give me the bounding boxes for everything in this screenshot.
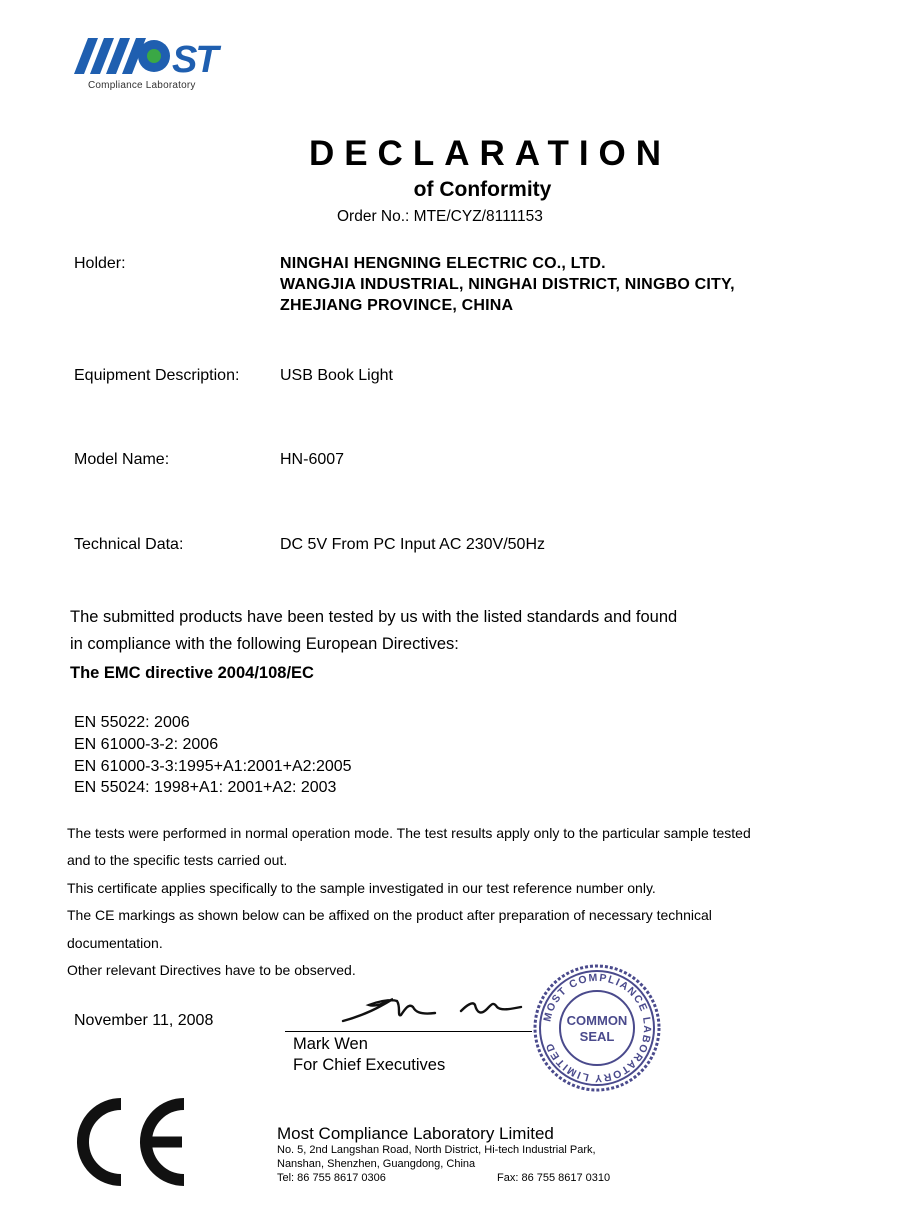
- note-line: documentation.: [67, 935, 163, 951]
- standard-item: EN 61000-3-2: 2006: [74, 736, 219, 753]
- statement-line: The submitted products have been tested by us with the listed standards and found: [70, 608, 678, 626]
- document-subtitle: of Conformity: [413, 178, 552, 201]
- document-title: DECLARATION: [308, 134, 672, 173]
- note-line: and to the specific tests carried out.: [67, 852, 288, 868]
- svg-text:MOST COMPLIANCE LABORATORY LIM: MOST COMPLIANCE LABORATORY LIMITED: [541, 971, 654, 1085]
- note-line: The tests were performed in normal operation mode. The test results apply only to the particular sample tested: [67, 825, 751, 841]
- footer-address: No. 5, 2nd Langshan Road, North District, Hi-tech Industrial Park,: [277, 1144, 596, 1156]
- footer-company: Most Compliance Laboratory Limited: [277, 1124, 554, 1143]
- standard-item: EN 55022: 2006: [74, 714, 190, 731]
- note-line: The CE markings as shown below can be affixed on the product after preparation of necessary technical: [67, 907, 712, 923]
- statement-line: in compliance with the following European Directives:: [70, 635, 459, 653]
- holder-line: WANGJIA INDUSTRIAL, NINGHAI DISTRICT, NINGBO CITY,: [280, 276, 735, 293]
- directive: The EMC directive 2004/108/EC: [70, 664, 314, 682]
- note-line: Other relevant Directives have to be observed.: [67, 962, 356, 978]
- note-line: This certificate applies specifically to the sample investigated in our test reference number only.: [67, 880, 656, 896]
- holder-label: Holder:: [74, 255, 126, 272]
- holder-line: ZHEJIANG PROVINCE, CHINA: [280, 297, 514, 314]
- signature-line: [285, 1031, 532, 1032]
- footer-address: Nanshan, Shenzhen, Guangdong, China: [277, 1158, 476, 1170]
- logo-subtitle: Compliance Laboratory: [88, 80, 196, 91]
- handwritten-signature: [335, 985, 535, 1030]
- signer-name: Mark Wen: [293, 1035, 368, 1053]
- logo-wordmark: ST: [172, 39, 217, 81]
- model-label: Model Name:: [74, 451, 170, 468]
- technical-value: DC 5V From PC Input AC 230V/50Hz: [280, 536, 545, 553]
- svg-text:COMMON: COMMON: [566, 1013, 628, 1028]
- model-value: HN-6007: [280, 451, 345, 468]
- company-seal: [532, 963, 662, 1093]
- svg-text:SEAL: SEAL: [579, 1029, 615, 1044]
- order-number: Order No.: MTE/CYZ/8111153: [337, 208, 543, 225]
- standard-item: EN 55024: 1998+A1: 2001+A2: 2003: [74, 779, 337, 796]
- technical-label: Technical Data:: [74, 536, 184, 553]
- footer-tel: Tel: 86 755 8617 0306: [277, 1172, 386, 1184]
- holder-line: NINGHAI HENGNING ELECTRIC CO., LTD.: [280, 255, 606, 272]
- equipment-value: USB Book Light: [280, 367, 393, 384]
- signer-title: For Chief Executives: [293, 1056, 446, 1074]
- ce-mark: [66, 1096, 190, 1188]
- signature-date: November 11, 2008: [74, 1012, 214, 1029]
- standard-item: EN 61000-3-3:1995+A1:2001+A2:2005: [74, 758, 352, 775]
- footer-fax: Fax: 86 755 8617 0310: [497, 1172, 611, 1184]
- equipment-label: Equipment Description:: [74, 367, 240, 384]
